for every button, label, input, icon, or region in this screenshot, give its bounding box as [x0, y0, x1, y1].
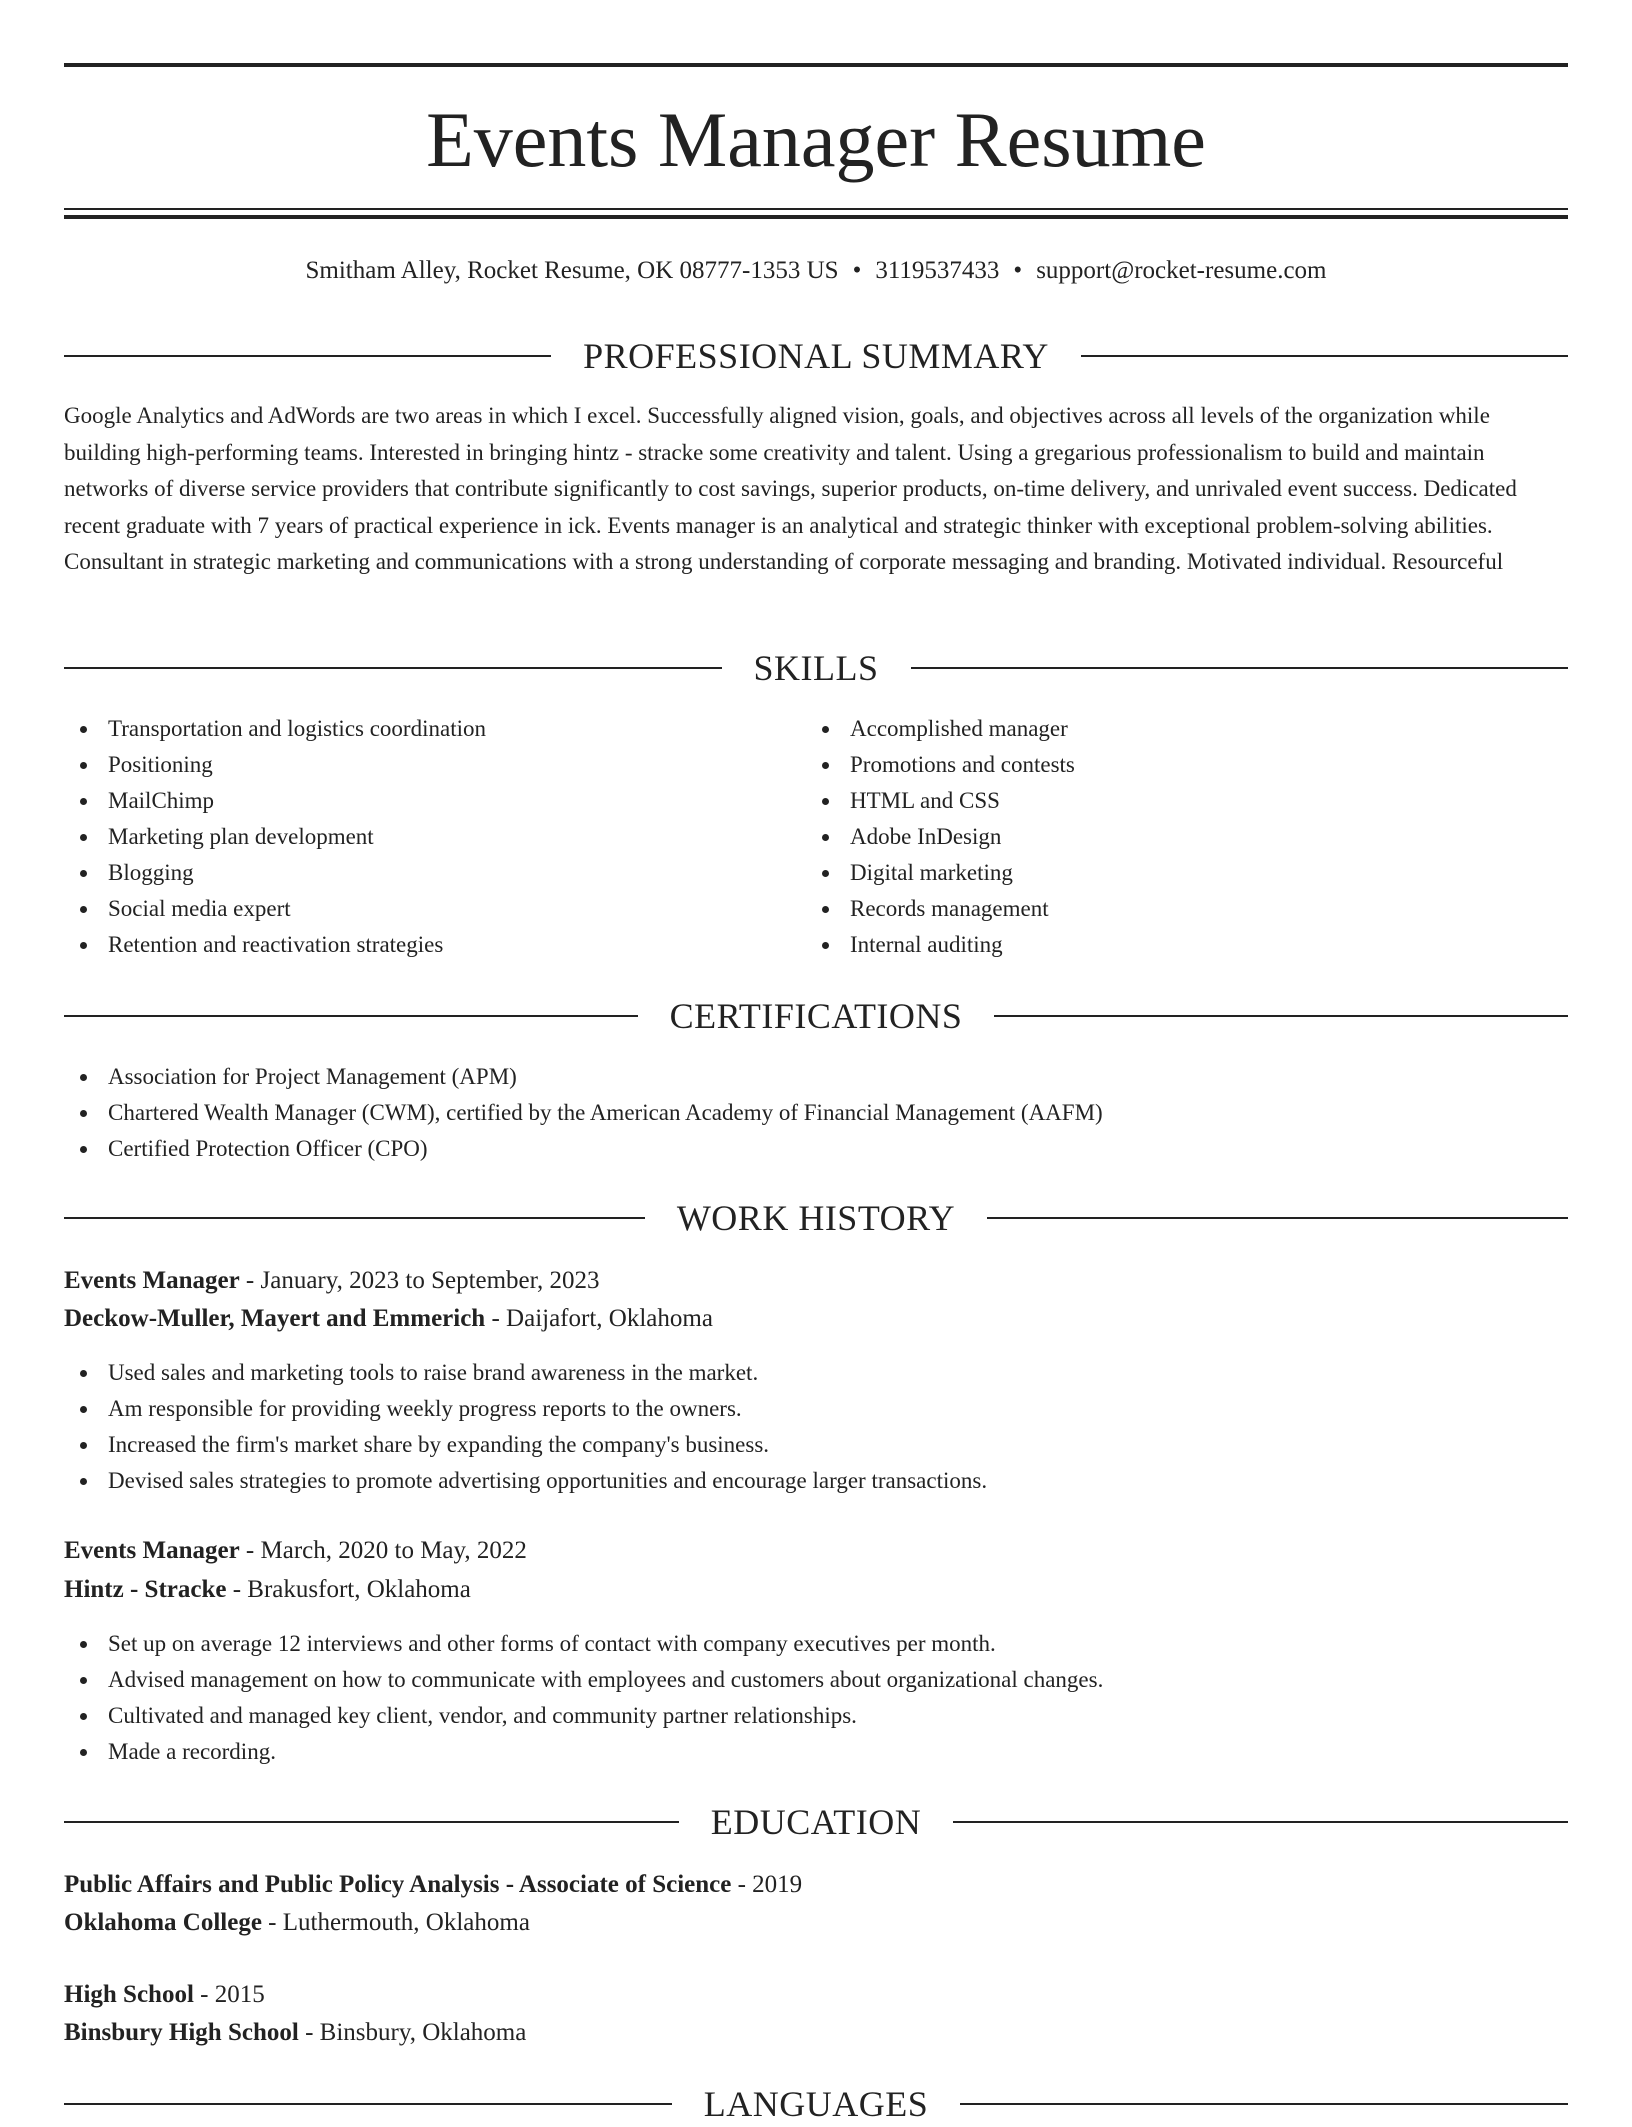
- education-degree-line: [64, 1977, 1568, 2013]
- certification-item: Association for Project Management (APM): [64, 1059, 1568, 1095]
- job-bullet: Devised sales strategies to promote advertising opportunities and encourage larger transactions.: [64, 1463, 1568, 1499]
- contact-phone: 3119537433: [875, 257, 1000, 284]
- section-title: CERTIFICATIONS: [669, 996, 963, 1036]
- skill-item: Blogging: [64, 855, 804, 891]
- section-title: SKILLS: [753, 648, 879, 688]
- heading-rule: [953, 1821, 1568, 1823]
- skill-item: Adobe InDesign: [806, 819, 1546, 855]
- section-heading-summary: [64, 333, 1568, 379]
- heading-rule: [64, 667, 722, 669]
- skill-item: Accomplished manager: [806, 711, 1546, 747]
- heading-rule: [64, 1821, 679, 1823]
- certifications-list: [64, 1059, 1568, 1167]
- title-rule-thin: [64, 208, 1568, 210]
- contact-address: Smitham Alley, Rocket Resume, OK 08777-1353 US: [305, 257, 839, 284]
- job-dates: - March, 2020 to May, 2022: [239, 1537, 527, 1564]
- section-heading-certifications: [64, 993, 1568, 1039]
- section-heading-skills: [64, 645, 1568, 691]
- education-school: Oklahoma College: [64, 1909, 262, 1936]
- section-heading-education: [64, 1799, 1568, 1845]
- skill-item: Marketing plan development: [64, 819, 804, 855]
- skills-list-left: [64, 711, 804, 963]
- job-title: Events Manager: [64, 1537, 240, 1564]
- education-school: Binsbury High School: [64, 2019, 299, 2046]
- section-title: EDUCATION: [710, 1802, 922, 1842]
- education-location: - Binsbury, Oklahoma: [298, 2019, 527, 2046]
- education-year: - 2015: [193, 1981, 265, 2008]
- job-dates: - January, 2023 to September, 2023: [239, 1267, 600, 1294]
- job-bullet: Increased the firm's market share by expanding the company's business.: [64, 1427, 1568, 1463]
- contact-separator: •: [1013, 257, 1023, 284]
- job-bullet: Advised management on how to communicate with employees and customers about organizational changes.: [64, 1662, 1568, 1698]
- education-degree-line: [64, 1867, 1568, 1903]
- section-heading-work-history: [64, 1195, 1568, 1241]
- job-company-line: [64, 1301, 1568, 1337]
- skill-item: Digital marketing: [806, 855, 1546, 891]
- job-title-line: [64, 1263, 1568, 1299]
- education-location: - Luthermouth, Oklahoma: [261, 1909, 530, 1936]
- education-school-line: [64, 1905, 1568, 1941]
- job-bullets: [64, 1626, 1568, 1770]
- title-rule-thick: [64, 215, 1568, 219]
- section-title: PROFESSIONAL SUMMARY: [583, 336, 1049, 376]
- section-title: WORK HISTORY: [676, 1198, 956, 1238]
- section-title: LANGUAGES: [703, 2084, 929, 2124]
- skill-item: Promotions and contests: [806, 747, 1546, 783]
- job-company: Deckow-Muller, Mayert and Emmerich: [64, 1305, 486, 1332]
- contact-line: [64, 254, 1568, 288]
- certification-item: Certified Protection Officer (CPO): [64, 1131, 1568, 1167]
- job-bullet: Cultivated and managed key client, vendor, and community partner relationships.: [64, 1698, 1568, 1734]
- skill-item: Internal auditing: [806, 927, 1546, 963]
- certification-item: Chartered Wealth Manager (CWM), certified by the American Academy of Financial Management (AAFM): [64, 1095, 1568, 1131]
- heading-rule: [960, 2103, 1568, 2105]
- heading-rule: [64, 355, 551, 357]
- heading-rule: [64, 1217, 645, 1219]
- job-location: - Brakusfort, Oklahoma: [226, 1576, 471, 1603]
- skill-item: Social media expert: [64, 891, 804, 927]
- skill-item: HTML and CSS: [806, 783, 1546, 819]
- contact-email: support@rocket-resume.com: [1036, 257, 1327, 284]
- summary-text: Google Analytics and AdWords are two areas in which I excel. Successfully aligned vision, goals, and objectives across all levels of the organization while building high-performing teams. Interested in bringing hintz - stracke some creativity and talent. Using a gregarious professionalism to build and maintain networks of diverse service providers that contribute significantly to cost savings, superior products, on-time delivery, and unrivaled event success. Dedicated recent graduate with 7 years of practical experience in ick. Events manager is an analytical and strategic thinker with exceptional problem-solving abilities. Consultant in strategic marketing and communications with a strong understanding of corporate messaging and branding. Motivated individual. Resourceful: [64, 403, 1517, 574]
- skill-item: MailChimp: [64, 783, 804, 819]
- skill-item: Retention and reactivation strategies: [64, 927, 804, 963]
- heading-rule: [64, 1015, 638, 1017]
- skills-list-right: [806, 711, 1546, 963]
- education-degree: Public Affairs and Public Policy Analysis - Associate of Science: [64, 1871, 732, 1898]
- job-bullet: Made a recording.: [64, 1734, 1568, 1770]
- education-year: - 2019: [731, 1871, 803, 1898]
- heading-rule: [1081, 355, 1568, 357]
- resume-title: Events Manager Resume: [426, 96, 1206, 183]
- skill-item: Positioning: [64, 747, 804, 783]
- job-company: Hintz - Stracke: [64, 1576, 227, 1603]
- contact-separator: •: [852, 257, 862, 284]
- heading-rule: [994, 1015, 1568, 1017]
- heading-rule: [987, 1217, 1568, 1219]
- job-title: Events Manager: [64, 1267, 240, 1294]
- skill-item: Records management: [806, 891, 1546, 927]
- heading-rule: [64, 2103, 672, 2105]
- job-bullet: Set up on average 12 interviews and other forms of contact with company executives per month.: [64, 1626, 1568, 1662]
- top-rule: [64, 63, 1568, 67]
- job-location: - Daijafort, Oklahoma: [485, 1305, 713, 1332]
- job-bullets: [64, 1355, 1568, 1499]
- education-school-line: [64, 2015, 1568, 2051]
- heading-rule: [911, 667, 1569, 669]
- education-degree: High School: [64, 1981, 194, 2008]
- job-title-line: [64, 1533, 1568, 1569]
- job-bullet: Am responsible for providing weekly progress reports to the owners.: [64, 1391, 1568, 1427]
- skill-item: Transportation and logistics coordination: [64, 711, 804, 747]
- section-heading-languages: [64, 2081, 1568, 2127]
- job-bullet: Used sales and marketing tools to raise brand awareness in the market.: [64, 1355, 1568, 1391]
- job-company-line: [64, 1572, 1568, 1608]
